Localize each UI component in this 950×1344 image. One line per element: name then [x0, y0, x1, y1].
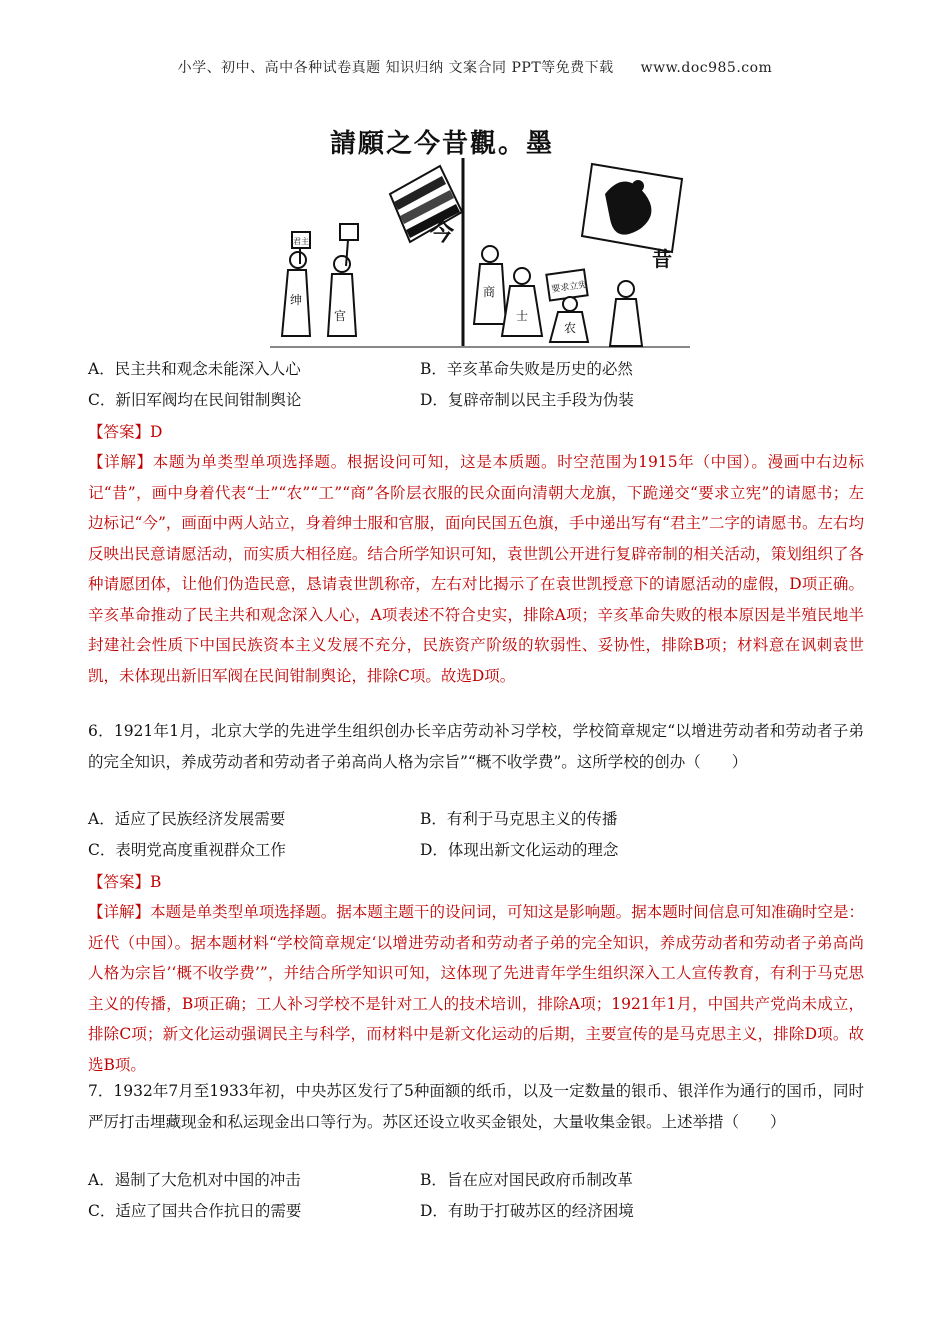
q6-answer: 【答案】B: [88, 873, 162, 891]
q7-stem: 7．1932年7月至1933年初，中央苏区发行了5种面额的纸币，以及一定数量的银币、银洋作为通行的国币，同时严厉打击埋藏现金和私运现金出口等行为。苏区还设立收买金银处，大量收集金银。上述举措（ ）: [88, 1082, 864, 1131]
cartoon-title: 請願之今昔觀。墨: [330, 129, 555, 159]
figure-nong: 农: [564, 321, 577, 335]
q6-stem: 6．1921年1月，北京大学的先进学生组织创办长辛店劳动补习学校，学校简章规定“以增进劳动者和劳动者子弟的完全知识，养成劳动者和劳动者子弟高尚人格为宗旨”“概不收学费”。这所学校的创办（ ）: [88, 722, 864, 771]
q5-answer: 【答案】D: [88, 423, 163, 441]
page-header: [0, 57, 950, 77]
q7-option-b[interactable]: B．旨在应对国民政府币制改革: [420, 1171, 633, 1189]
q6-option-b[interactable]: B．有利于马克思主义的传播: [420, 810, 618, 828]
q6-option-d[interactable]: D．体现出新文化运动的理念: [420, 841, 619, 859]
placard-junzhu: 君主: [293, 237, 309, 246]
figure-shi: 士: [516, 309, 529, 323]
figure-guan: 官: [334, 309, 347, 323]
dragon-flag: [582, 164, 682, 252]
q5-option-a[interactable]: A．民主共和观念未能深入人心: [88, 360, 301, 378]
q6-option-c[interactable]: C．表明党高度重视群众工作: [88, 841, 286, 859]
q5-option-b[interactable]: B．辛亥革命失败是历史的必然: [420, 360, 633, 378]
q7-option-a[interactable]: A．遏制了大危机对中国的冲击: [88, 1171, 301, 1189]
political-cartoon: [270, 124, 690, 349]
q5-option-c[interactable]: C．新旧军阀均在民间钳制舆论: [88, 391, 302, 409]
q6-detail: 【详解】本题是单类型单项选择题。据本题主题干的设问词，可知这是影响题。据本题时间信息可知准确时空是：近代（中国）。据本题材料“学校简章规定‘以增进劳动者和劳动者子弟的完全知识，养成劳动者和劳动者子弟高尚人格为宗旨’‘概不收学费’”，并结合所学知识可知，这体现了先进青年学生组织深入工人宣传教育，有利于马克思主义的传播，B项正确；工人补习学校不是针对工人的技术培训，排除A项；1921年1月，中国共产党尚未成立，排除C项；新文化运动强调民主与科学，而材料中是新文化运动的后期，主要宣传的是马克思主义，排除D项。故选B项。: [88, 903, 864, 1074]
q6-option-a[interactable]: A．适应了民族经济发展需要: [88, 810, 286, 828]
q7-option-c[interactable]: C．适应了国共合作抗日的需要: [88, 1202, 302, 1220]
kneeling-figures: [474, 246, 642, 346]
figure-shang: 商: [483, 285, 496, 299]
q5-option-d[interactable]: D．复辟帝制以民主手段为伪装: [420, 391, 634, 409]
q7-option-d[interactable]: D．有助于打破苏区的经济困境: [420, 1202, 634, 1220]
q5-detail: 【详解】本题为单类型单项选择题。根据设问可知，这是本质题。时空范围为1915年（中国）。漫画中右边标记“昔”，画中身着代表“士”“农”“工”“商”各阶层衣服的民众面向清朝大龙旗，下跪递交“要求立宪”的请愿书；左边标记“今”，画面中两人站立，身着绅士服和官服，面向民国五色旗，手中递出写有“君主”二字的请愿书。左右均反映出民意请愿活动，而实质大相径庭。结合所学知识可知，袁世凯公开进行复辟帝制的相关活动，策划组织了各种请愿团体，让他们伪造民意，恳请袁世凯称帝，左右对比揭示了在袁世凯授意下的请愿活动的虚假，D项正确。辛亥革命推动了民主共和观念深入人心，A项表述不符合史实，排除A项；辛亥革命失败的根本原因是半殖民地半封建社会性质下中国民族资本主义发展不充分，民族资产阶级的软弱性、妥协性，排除B项；材料意在讽刺袁世凯，未体现出新旧军阀在民间钳制舆论，排除C项。故选D项。: [88, 453, 864, 685]
header-text: 小学、初中、高中各种试卷真题 知识归纳 文案合同 PPT等免费下载: [177, 60, 614, 76]
label-xi: 昔: [652, 247, 672, 271]
placard-yaoqiu: 要求立宪: [550, 280, 588, 296]
header-url[interactable]: www.doc985.com: [640, 60, 773, 76]
figure-shen: 绅: [290, 293, 303, 307]
label-jin: 今: [430, 217, 454, 246]
